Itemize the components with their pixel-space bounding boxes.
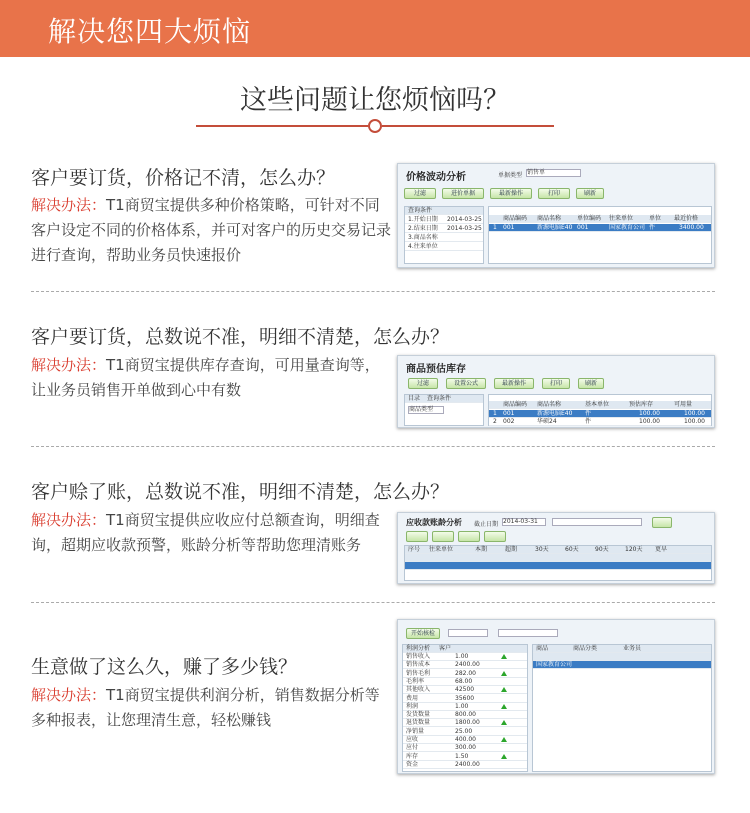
- section-separator: [31, 291, 715, 292]
- row-label: 应收: [406, 736, 419, 743]
- section-1-desc-text: T1商贸宝提供多种价格策略，可针对不同客户设定不同的价格体系，并可对客户的历史交易记录进行查询，帮助业务员快速报价: [31, 196, 392, 264]
- start-check-button[interactable]: 开始核检: [406, 628, 440, 639]
- title-divider-left: [196, 125, 368, 127]
- shot-button[interactable]: 刷新: [576, 188, 604, 199]
- table-row[interactable]: [403, 703, 527, 711]
- row-value: 1800.00: [455, 719, 480, 727]
- section-4-title: 生意做了这么久，赚了多少钱？: [31, 656, 298, 678]
- shot-button[interactable]: 进价单据: [442, 188, 484, 199]
- row-label: 销售收入: [406, 653, 431, 660]
- banner-title: 解决您四大烦恼: [48, 15, 252, 48]
- up-arrow-icon: [501, 704, 507, 709]
- up-arrow-icon: [501, 671, 507, 676]
- section-1-title: 客户要订货，价格记不清，怎么办？: [31, 167, 336, 189]
- row-value: 1.50: [455, 752, 469, 760]
- table-row[interactable]: [403, 670, 527, 678]
- screenshot-stock-estimate: [397, 355, 715, 428]
- shot-button[interactable]: [484, 531, 506, 542]
- row-label: 毛利率: [406, 677, 425, 685]
- table-row[interactable]: 国家教育公司: [533, 661, 711, 669]
- row-value: 282.00: [455, 669, 476, 677]
- row-label: 资金: [406, 760, 419, 768]
- row-label: 销售毛利: [406, 669, 431, 677]
- row-value: 42500: [455, 686, 475, 694]
- table-row[interactable]: [405, 562, 711, 570]
- solution-label: 解决办法：: [31, 356, 107, 374]
- table-row[interactable]: [403, 695, 527, 703]
- table-row[interactable]: [403, 653, 527, 661]
- shot-button[interactable]: [406, 531, 428, 542]
- unit-field[interactable]: [552, 518, 642, 526]
- row-label: 费用: [406, 694, 419, 702]
- row-value: 800.00: [455, 711, 476, 719]
- result-grid: 商品编码 商品名称 单位编码 往来单位 单位 最近价格 1 001 新源电脑E40 001 国家教育公司 件 3400.00: [488, 206, 712, 264]
- table-row[interactable]: [403, 686, 527, 694]
- table-row[interactable]: [403, 736, 527, 744]
- row-label: 销售成本: [406, 661, 431, 669]
- date-field[interactable]: 2014-03-31: [502, 518, 546, 526]
- screenshot-receivables: [397, 512, 715, 584]
- category-panel: 目录 查询条件 商品类型: [404, 394, 484, 426]
- table-row[interactable]: [403, 761, 527, 769]
- table-row[interactable]: [403, 711, 527, 719]
- shot-button[interactable]: 最新操作: [490, 188, 532, 199]
- row-value: 400.00: [455, 736, 476, 743]
- row-label: 库存: [406, 752, 419, 760]
- shot-button[interactable]: 设置公式: [446, 378, 486, 389]
- up-arrow-icon: [501, 737, 507, 742]
- section-4-desc: [31, 683, 391, 733]
- title-divider-right: [382, 125, 554, 127]
- solution-label: 解决办法：: [31, 196, 107, 214]
- up-arrow-icon: [501, 720, 507, 725]
- row-value: 25.00: [455, 727, 473, 735]
- up-arrow-icon: [501, 687, 507, 692]
- solution-label: 解决办法：: [31, 511, 107, 529]
- shot-button[interactable]: 刷新: [578, 378, 604, 389]
- title-divider-circle: [368, 119, 382, 133]
- query-panel: 查询条件 1.开始日期 2014-03-25 2.结束日期 2014-03-25 3.商品名称 4.往来单位: [404, 206, 484, 264]
- table-row[interactable]: 2 002 华硕24 件 100.00 100.00: [489, 418, 711, 426]
- shot-title: 应收款账龄分析: [406, 518, 462, 527]
- row-label: 发货数量: [406, 711, 431, 719]
- row-value: 2400.00: [455, 661, 480, 669]
- table-row[interactable]: [403, 753, 527, 761]
- row-value: 68.00: [455, 677, 473, 685]
- page-title: 这些问题让您烦恼吗？: [240, 85, 510, 116]
- row-label: 其他收入: [406, 686, 431, 694]
- filter-label: 单据类型: [498, 172, 523, 179]
- banner-header: [0, 0, 750, 57]
- section-4-desc-text: T1商贸宝提供利润分析，销售数据分析等多种报表，让您理清生意，轻松赚钱: [31, 686, 380, 729]
- field-label: 截止日期: [474, 521, 499, 528]
- row-value: 2400.00: [455, 760, 480, 768]
- detail-grid: 商品 商品分类 业务员 国家教育公司: [532, 644, 712, 772]
- aging-grid: 序号 往来单位 本期 超期 30天 60天 90天 120天 更早: [404, 545, 712, 581]
- section-2-desc-text: T1商贸宝提供库存查询，可用量查询等，让业务员销售开单做到心中有数: [31, 356, 380, 399]
- row-value: 35600: [455, 694, 475, 702]
- shot-button[interactable]: [458, 531, 480, 542]
- section-separator: [31, 446, 715, 447]
- category-field[interactable]: 商品类型: [408, 406, 444, 414]
- shot-button[interactable]: 过滤: [404, 188, 436, 199]
- section-3-desc: [31, 508, 391, 558]
- shot-button[interactable]: 打印: [542, 378, 570, 389]
- filter-field[interactable]: 销售单: [526, 169, 581, 177]
- row-value: 1.00: [455, 702, 469, 710]
- period-field[interactable]: [448, 629, 488, 637]
- table-row[interactable]: 1 001 新源电脑E40 件 100.00 100.00: [489, 410, 711, 418]
- section-separator: [31, 602, 715, 603]
- table-row[interactable]: [403, 661, 527, 669]
- up-arrow-icon: [501, 654, 507, 659]
- section-1-desc: [31, 193, 391, 268]
- section-2-title: 客户要订货，总数说不准，明细不清楚，怎么办？: [31, 326, 450, 348]
- up-arrow-icon: [501, 754, 507, 759]
- section-3-desc-text: T1商贸宝提供应收应付总额查询，明细查询，超期应收款预警，账龄分析等帮助您理清账务: [31, 511, 380, 554]
- section-2-desc: [31, 353, 391, 403]
- screenshot-profit-analysis: [397, 619, 715, 774]
- profit-grid: 利润分析 客户 销售收入 1.00 销售成本 2400.00 销售毛利 282.00 毛利率 68.00 其他收入 42500 费用 35600 利润 1.00 发货数量 800.00 退货数量 1800.00 净销量 25.00 应收 400.00 应付 300.00 库存 1.50 资金 2400.00: [402, 644, 528, 772]
- row-label: 利润: [406, 702, 419, 710]
- shot-title: 商品预估库存: [406, 364, 466, 375]
- table-row[interactable]: [403, 744, 527, 752]
- solution-label: 解决办法：: [31, 686, 107, 704]
- shot-button[interactable]: [432, 531, 454, 542]
- shot-title: 价格波动分析: [406, 172, 466, 183]
- row-value: 1.00: [455, 653, 469, 660]
- row-label: 应付: [406, 744, 419, 752]
- result-grid: 商品编码 商品名称 基本单位 预估库存 可用量 1 001 新源电脑E40 件 100.00 100.00 2 002 华硕24 件 100.00 100.00: [488, 394, 712, 426]
- section-3-title: 客户赊了账，总数说不准，明细不清楚，怎么办？: [31, 481, 450, 503]
- shot-button[interactable]: 最新操作: [494, 378, 534, 389]
- row-value: 300.00: [455, 744, 476, 752]
- table-row[interactable]: [403, 719, 527, 727]
- table-row[interactable]: [403, 678, 527, 686]
- row-label: 净销量: [406, 727, 425, 735]
- shot-button[interactable]: 打印: [538, 188, 570, 199]
- table-row[interactable]: 1 001 新源电脑E40 001 国家教育公司 件 3400.00: [489, 224, 711, 232]
- shot-button[interactable]: 过滤: [408, 378, 438, 389]
- table-row[interactable]: [403, 728, 527, 736]
- screenshot-price-analysis: [397, 163, 715, 268]
- row-label: 退货数量: [406, 719, 431, 727]
- query-button[interactable]: [652, 517, 672, 528]
- date-field[interactable]: [498, 629, 558, 637]
